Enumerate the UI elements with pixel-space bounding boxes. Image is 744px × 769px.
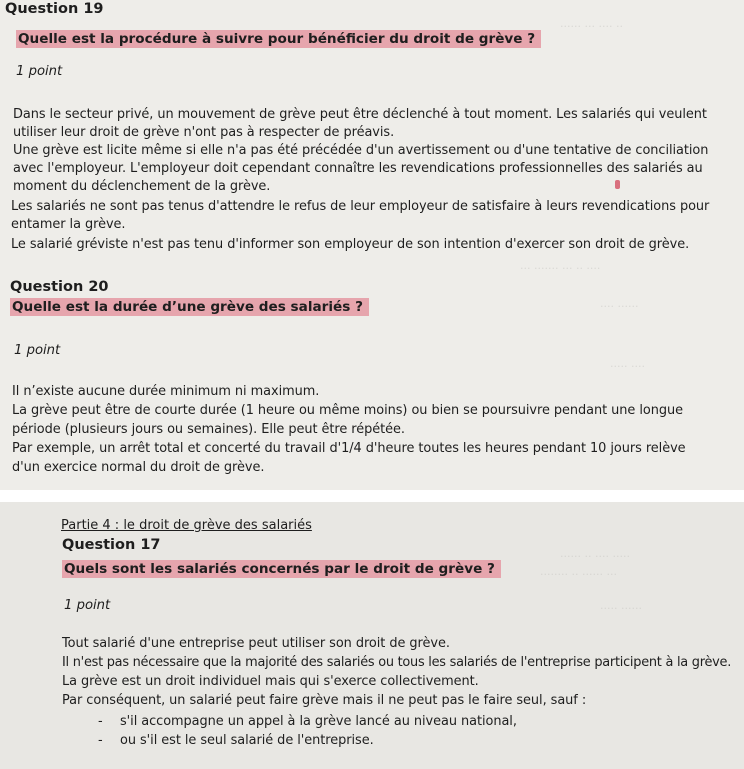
show-through-text: ··· ······ ·· ········ [540,568,617,581]
answer-line: Le salarié gréviste n'est pas tenu d'informer son employeur de son intention d'exercer son droit de grève. [11,237,690,252]
answer-line: La grève peut être de courte durée (1 heure ou même moins) ou bien se poursuivre pendant une longue [12,403,683,418]
show-through-text: ·· ···· ··· ······ [560,20,623,33]
answer-line: Par conséquent, un salarié peut faire grève mais il ne peut pas le faire seul, sauf : [62,693,587,708]
answer-line: utiliser leur droit de grève n'ont pas à respecter de préavis. [13,125,395,140]
show-through-text: ····· ···· ·· ······ [560,550,630,563]
answer-line: Il n'est pas nécessaire que la majorité des salariés ou tous les salariés de l'entreprise participent à la grève. [62,655,732,670]
answer-line: d'un exercice normal du droit de grève. [12,460,265,475]
answer-line: Une grève est licite même si elle n'a pas été précédée d'un avertissement ou d'une tentative de conciliation [13,143,709,158]
question-20-title: Quelle est la durée d’une grève des salariés ? [10,298,369,316]
bullet-dash: - [98,714,103,729]
answer-line: avec l'employeur. L'employeur doit cependant connaître les revendications professionnelles des salariés au [13,161,703,176]
answer-line: Par exemple, un arrêt total et concerté du travail d'1/4 d'heure toutes les heures pendant 10 jours relève [12,441,686,456]
bullet-item: s'il accompagne un appel à la grève lancé au niveau national, [120,714,517,729]
question-20-points: 1 point [14,343,61,358]
bullet-item: ou s'il est le seul salarié de l'entreprise. [120,733,374,748]
answer-line: période (plusieurs jours ou semaines). Elle peut être répétée. [12,422,405,437]
show-through-text: ······ ···· [600,300,639,313]
question-17-points: 1 point [64,598,111,613]
answer-line: Il n’existe aucune durée minimum ni maximum. [12,384,320,399]
question-17-label: Question 17 [62,537,161,553]
show-through-text: ···· ·· ··· ······· ··· [520,262,601,275]
question-19-title: Quelle est la procédure à suivre pour bénéficier du droit de grève ? [16,30,541,48]
show-through-text: ···· ····· [610,360,645,373]
answer-line: Tout salarié d'une entreprise peut utiliser son droit de grève. [62,636,450,651]
question-17-title: Quels sont les salariés concernés par le droit de grève ? [62,560,501,578]
answer-line: entamer la grève. [11,217,126,232]
answer-line: moment du déclenchement de la grève. [13,179,271,194]
part-heading: Partie 4 : le droit de grève des salariés [61,518,312,533]
question-19-points: 1 point [16,64,63,79]
answer-line: Les salariés ne sont pas tenus d'attendre le refus de leur employeur de satisfaire à leurs revendications pour [11,199,710,214]
question-19-label: Question 19 [5,1,104,17]
question-20-label: Question 20 [10,279,109,295]
show-through-text: ······ ····· [600,602,642,615]
answer-line: Dans le secteur privé, un mouvement de grève peut être déclenché à tout moment. Les salariés qui veulent [13,107,707,122]
photo-page-bottom [0,502,744,769]
bullet-dash: - [98,733,103,748]
red-ink-mark [615,180,620,189]
answer-line: La grève est un droit individuel mais qui s'exerce collectivement. [62,674,479,689]
